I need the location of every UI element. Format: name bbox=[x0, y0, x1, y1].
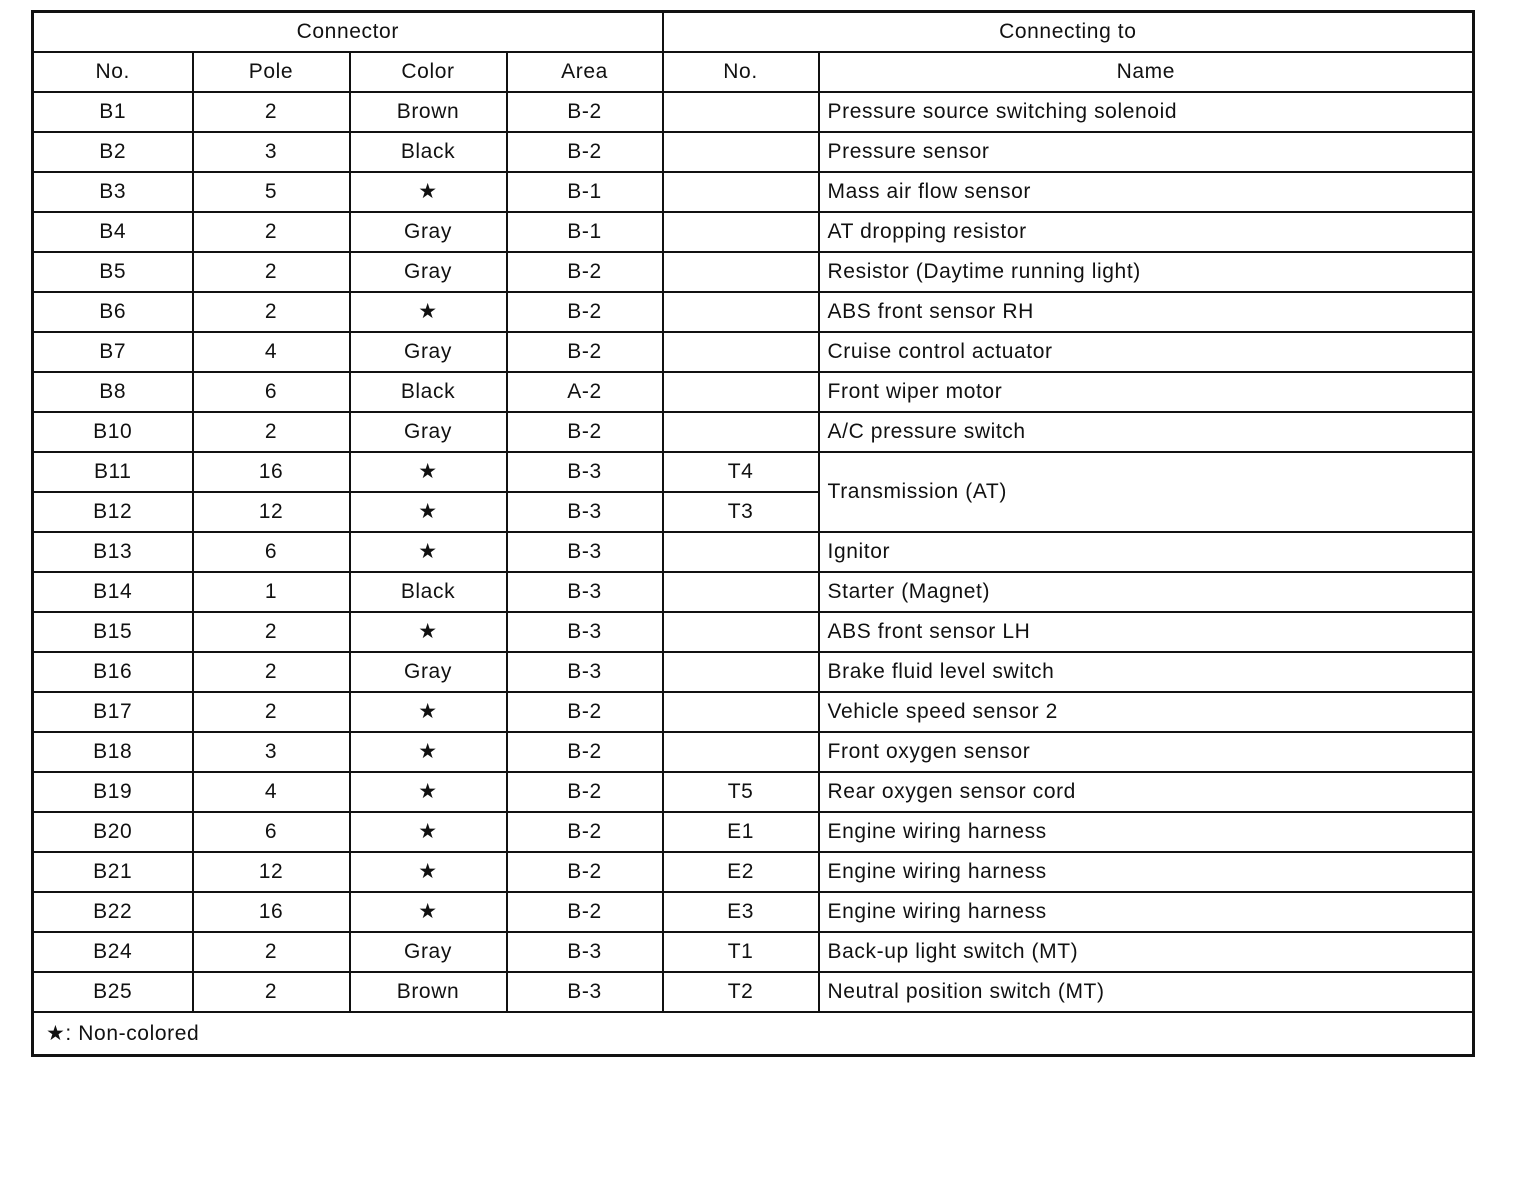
cell-no: B12 bbox=[33, 492, 193, 532]
cell-area: B-3 bbox=[507, 492, 663, 532]
cell-name: Rear oxygen sensor cord bbox=[819, 772, 1474, 812]
cell-area: B-2 bbox=[507, 892, 663, 932]
connector-group-header: Connector bbox=[33, 12, 663, 52]
table-row bbox=[33, 772, 1474, 812]
cell-no: B25 bbox=[33, 972, 193, 1012]
table-row bbox=[33, 132, 1474, 172]
cell-color: Gray bbox=[350, 212, 507, 252]
cell-pole: 12 bbox=[193, 492, 350, 532]
table-row bbox=[33, 412, 1474, 452]
cell-color: ★ bbox=[350, 812, 507, 852]
cell-color: ★ bbox=[350, 892, 507, 932]
footnote: ★: Non-colored bbox=[33, 1012, 1474, 1056]
cell-to-no: T5 bbox=[663, 772, 819, 812]
cell-no: B7 bbox=[33, 332, 193, 372]
cell-to-no bbox=[663, 532, 819, 572]
table-footer bbox=[33, 1012, 1474, 1056]
cell-area: B-1 bbox=[507, 172, 663, 212]
cell-to-no bbox=[663, 292, 819, 332]
cell-pole: 16 bbox=[193, 452, 350, 492]
cell-no: B3 bbox=[33, 172, 193, 212]
cell-pole: 2 bbox=[193, 92, 350, 132]
cell-no: B11 bbox=[33, 452, 193, 492]
cell-area: B-2 bbox=[507, 692, 663, 732]
cell-color: ★ bbox=[350, 292, 507, 332]
table-row bbox=[33, 172, 1474, 212]
cell-name: Mass air flow sensor bbox=[819, 172, 1474, 212]
cell-name: Engine wiring harness bbox=[819, 852, 1474, 892]
cell-to-no: T3 bbox=[663, 492, 819, 532]
cell-pole: 16 bbox=[193, 892, 350, 932]
cell-to-no bbox=[663, 252, 819, 292]
table-row bbox=[33, 372, 1474, 412]
table-row bbox=[33, 212, 1474, 252]
column-header-color: Color bbox=[350, 52, 507, 92]
column-header-to-no: No. bbox=[663, 52, 819, 92]
cell-color: Brown bbox=[350, 972, 507, 1012]
table-row bbox=[33, 972, 1474, 1012]
cell-color: ★ bbox=[350, 532, 507, 572]
table-row bbox=[33, 852, 1474, 892]
cell-pole: 2 bbox=[193, 412, 350, 452]
cell-pole: 2 bbox=[193, 692, 350, 732]
cell-to-no: T1 bbox=[663, 932, 819, 972]
table-row bbox=[33, 92, 1474, 132]
table-header bbox=[33, 12, 1474, 92]
cell-no: B14 bbox=[33, 572, 193, 612]
cell-color: ★ bbox=[350, 852, 507, 892]
table-body bbox=[33, 92, 1474, 1012]
cell-area: B-3 bbox=[507, 612, 663, 652]
cell-name: Engine wiring harness bbox=[819, 812, 1474, 852]
cell-color: ★ bbox=[350, 492, 507, 532]
table-row bbox=[33, 612, 1474, 652]
cell-no: B4 bbox=[33, 212, 193, 252]
cell-no: B15 bbox=[33, 612, 193, 652]
cell-name: Ignitor bbox=[819, 532, 1474, 572]
cell-color: Black bbox=[350, 372, 507, 412]
cell-no: B19 bbox=[33, 772, 193, 812]
cell-area: B-2 bbox=[507, 132, 663, 172]
table-row bbox=[33, 572, 1474, 612]
cell-name: Brake fluid level switch bbox=[819, 652, 1474, 692]
cell-to-no: E3 bbox=[663, 892, 819, 932]
cell-to-no bbox=[663, 412, 819, 452]
table-row bbox=[33, 292, 1474, 332]
cell-name: Transmission (AT) bbox=[819, 452, 1474, 532]
cell-color: ★ bbox=[350, 172, 507, 212]
cell-no: B10 bbox=[33, 412, 193, 452]
cell-color: Gray bbox=[350, 652, 507, 692]
cell-name: Pressure sensor bbox=[819, 132, 1474, 172]
cell-no: B1 bbox=[33, 92, 193, 132]
table-row bbox=[33, 692, 1474, 732]
cell-area: B-2 bbox=[507, 252, 663, 292]
cell-pole: 2 bbox=[193, 252, 350, 292]
cell-to-no bbox=[663, 172, 819, 212]
connector-table bbox=[31, 10, 1475, 1057]
cell-to-no bbox=[663, 732, 819, 772]
cell-no: B5 bbox=[33, 252, 193, 292]
cell-to-no bbox=[663, 332, 819, 372]
cell-to-no bbox=[663, 212, 819, 252]
column-header-no: No. bbox=[33, 52, 193, 92]
cell-pole: 3 bbox=[193, 132, 350, 172]
cell-color: ★ bbox=[350, 452, 507, 492]
cell-color: Black bbox=[350, 572, 507, 612]
cell-to-no bbox=[663, 132, 819, 172]
cell-area: B-3 bbox=[507, 532, 663, 572]
table-row bbox=[33, 452, 1474, 492]
cell-name: ABS front sensor RH bbox=[819, 292, 1474, 332]
cell-no: B18 bbox=[33, 732, 193, 772]
cell-color: Black bbox=[350, 132, 507, 172]
cell-to-no bbox=[663, 92, 819, 132]
cell-area: B-2 bbox=[507, 332, 663, 372]
cell-area: B-2 bbox=[507, 852, 663, 892]
cell-pole: 3 bbox=[193, 732, 350, 772]
column-header-name: Name bbox=[819, 52, 1474, 92]
cell-area: B-3 bbox=[507, 652, 663, 692]
cell-pole: 2 bbox=[193, 972, 350, 1012]
cell-pole: 6 bbox=[193, 812, 350, 852]
cell-name: ABS front sensor LH bbox=[819, 612, 1474, 652]
cell-color: Gray bbox=[350, 932, 507, 972]
cell-name: Neutral position switch (MT) bbox=[819, 972, 1474, 1012]
cell-to-no bbox=[663, 652, 819, 692]
cell-color: Gray bbox=[350, 252, 507, 292]
table-row bbox=[33, 252, 1474, 292]
cell-name: A/C pressure switch bbox=[819, 412, 1474, 452]
cell-name: Resistor (Daytime running light) bbox=[819, 252, 1474, 292]
cell-to-no: T2 bbox=[663, 972, 819, 1012]
cell-to-no: T4 bbox=[663, 452, 819, 492]
table-row bbox=[33, 532, 1474, 572]
cell-no: B21 bbox=[33, 852, 193, 892]
cell-area: B-1 bbox=[507, 212, 663, 252]
cell-name: Front oxygen sensor bbox=[819, 732, 1474, 772]
cell-to-no bbox=[663, 372, 819, 412]
cell-area: B-3 bbox=[507, 572, 663, 612]
cell-area: B-3 bbox=[507, 972, 663, 1012]
cell-name: Back-up light switch (MT) bbox=[819, 932, 1474, 972]
cell-name: Front wiper motor bbox=[819, 372, 1474, 412]
cell-name: Vehicle speed sensor 2 bbox=[819, 692, 1474, 732]
cell-pole: 12 bbox=[193, 852, 350, 892]
cell-to-no bbox=[663, 692, 819, 732]
table-row bbox=[33, 812, 1474, 852]
cell-pole: 2 bbox=[193, 612, 350, 652]
cell-no: B2 bbox=[33, 132, 193, 172]
cell-to-no: E1 bbox=[663, 812, 819, 852]
cell-pole: 4 bbox=[193, 772, 350, 812]
cell-no: B17 bbox=[33, 692, 193, 732]
cell-pole: 6 bbox=[193, 372, 350, 412]
cell-name: AT dropping resistor bbox=[819, 212, 1474, 252]
cell-no: B6 bbox=[33, 292, 193, 332]
cell-pole: 4 bbox=[193, 332, 350, 372]
cell-area: B-3 bbox=[507, 452, 663, 492]
column-header-pole: Pole bbox=[193, 52, 350, 92]
cell-no: B22 bbox=[33, 892, 193, 932]
cell-area: B-2 bbox=[507, 412, 663, 452]
cell-color: Brown bbox=[350, 92, 507, 132]
cell-area: B-2 bbox=[507, 92, 663, 132]
cell-name: Cruise control actuator bbox=[819, 332, 1474, 372]
cell-name: Starter (Magnet) bbox=[819, 572, 1474, 612]
table-row bbox=[33, 932, 1474, 972]
table-row bbox=[33, 332, 1474, 372]
cell-to-no bbox=[663, 612, 819, 652]
cell-color: ★ bbox=[350, 772, 507, 812]
cell-no: B8 bbox=[33, 372, 193, 412]
cell-no: B20 bbox=[33, 812, 193, 852]
cell-no: B16 bbox=[33, 652, 193, 692]
cell-no: B24 bbox=[33, 932, 193, 972]
cell-area: B-2 bbox=[507, 732, 663, 772]
cell-pole: 2 bbox=[193, 652, 350, 692]
cell-area: B-3 bbox=[507, 932, 663, 972]
cell-pole: 2 bbox=[193, 932, 350, 972]
connecting-to-group-header: Connecting to bbox=[663, 12, 1474, 52]
cell-no: B13 bbox=[33, 532, 193, 572]
cell-area: B-2 bbox=[507, 812, 663, 852]
table-row bbox=[33, 732, 1474, 772]
cell-color: ★ bbox=[350, 732, 507, 772]
cell-pole: 2 bbox=[193, 212, 350, 252]
column-header-row bbox=[33, 52, 1474, 92]
column-header-area: Area bbox=[507, 52, 663, 92]
cell-pole: 6 bbox=[193, 532, 350, 572]
footnote-row bbox=[33, 1012, 1474, 1056]
cell-color: Gray bbox=[350, 412, 507, 452]
cell-to-no: E2 bbox=[663, 852, 819, 892]
cell-color: Gray bbox=[350, 332, 507, 372]
cell-pole: 5 bbox=[193, 172, 350, 212]
table-row bbox=[33, 892, 1474, 932]
cell-color: ★ bbox=[350, 692, 507, 732]
group-header-row bbox=[33, 12, 1474, 52]
cell-color: ★ bbox=[350, 612, 507, 652]
cell-name: Pressure source switching solenoid bbox=[819, 92, 1474, 132]
table-row bbox=[33, 652, 1474, 692]
cell-to-no bbox=[663, 572, 819, 612]
cell-pole: 2 bbox=[193, 292, 350, 332]
cell-pole: 1 bbox=[193, 572, 350, 612]
cell-area: B-2 bbox=[507, 772, 663, 812]
cell-area: B-2 bbox=[507, 292, 663, 332]
cell-area: A-2 bbox=[507, 372, 663, 412]
cell-name: Engine wiring harness bbox=[819, 892, 1474, 932]
